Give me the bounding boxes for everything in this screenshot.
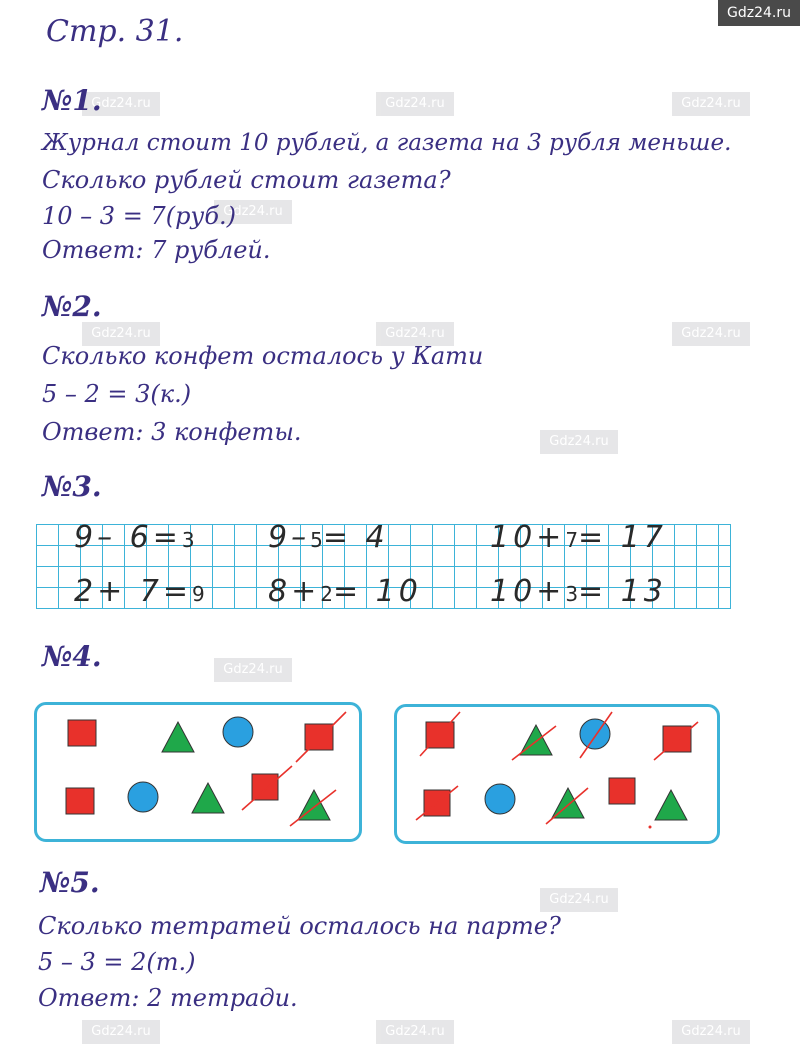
- square-shape: [68, 720, 96, 746]
- task-2-solution: 5 – 2 = 3(к.): [42, 380, 192, 408]
- watermark: Gdz24.ru: [672, 1020, 750, 1044]
- answer: 2: [320, 582, 333, 606]
- expression-text: = 4: [322, 520, 389, 555]
- watermark: Gdz24.ru: [82, 92, 160, 116]
- site-badge[interactable]: Gdz24.ru: [718, 0, 800, 26]
- watermark: Gdz24.ru: [540, 430, 618, 454]
- square-shape: [252, 774, 278, 800]
- watermark: Gdz24.ru: [540, 888, 618, 912]
- task-2-line: Сколько конфет осталось у Кати: [42, 342, 484, 370]
- expression-text: = 13: [578, 574, 667, 609]
- task-1-number: №1.: [42, 84, 102, 117]
- watermark: Gdz24.ru: [672, 322, 750, 346]
- task-2-answer: Ответ: 3 конфеты.: [42, 418, 302, 446]
- square-shape: [305, 724, 333, 750]
- circle-shape: [223, 717, 253, 747]
- answer: 9: [191, 582, 205, 606]
- watermark: Gdz24.ru: [82, 1020, 160, 1044]
- expression-text: 9– 6=: [74, 520, 182, 555]
- task-5-number: №5.: [40, 866, 100, 899]
- task-3-number: №3.: [42, 470, 102, 503]
- expression-text: 2+ 7=: [74, 574, 192, 609]
- task-4-number: №4.: [42, 640, 102, 673]
- watermark: Gdz24.ru: [672, 92, 750, 116]
- task-5-answer: Ответ: 2 тетради.: [38, 984, 298, 1012]
- watermark: Gdz24.ru: [376, 1020, 454, 1044]
- task-1-line: Журнал стоит 10 рублей, а газета на 3 рубля меньше.: [42, 130, 732, 156]
- ink-dot: [649, 826, 652, 829]
- expression-text: = 17: [578, 520, 667, 555]
- answer: 7: [565, 528, 579, 552]
- circle-shape: [128, 782, 158, 812]
- task-5-solution: 5 – 3 = 2(т.): [38, 948, 196, 976]
- answer: 3: [181, 528, 195, 552]
- watermark: Gdz24.ru: [214, 200, 292, 224]
- watermark: Gdz24.ru: [82, 322, 160, 346]
- answer: 3: [565, 582, 579, 606]
- expression-text: = 10: [332, 574, 422, 609]
- circle-shape: [485, 784, 515, 814]
- answer: 5: [310, 528, 323, 552]
- page-title: Стр. 31.: [46, 14, 184, 49]
- circle-shape: [580, 719, 610, 749]
- expression-text: 10+: [490, 574, 566, 609]
- expression-text: 10+: [490, 520, 566, 555]
- task-1-solution: 10 – 3 = 7(руб.): [42, 202, 236, 230]
- triangle-shape: [162, 722, 194, 752]
- expression-text: 9–: [268, 520, 311, 555]
- triangle-shape: [655, 790, 687, 820]
- task-1-line: Сколько рублей стоит газета?: [42, 166, 451, 194]
- watermark: Gdz24.ru: [376, 322, 454, 346]
- triangle-shape: [192, 783, 224, 813]
- task-2-number: №2.: [42, 290, 102, 323]
- watermark: Gdz24.ru: [214, 658, 292, 682]
- square-shape: [66, 788, 94, 814]
- task-5-line: Сколько тетратей осталось на парте?: [38, 912, 561, 940]
- strike-line: [296, 712, 346, 762]
- triangle-shape: [552, 788, 584, 818]
- watermark: Gdz24.ru: [376, 92, 454, 116]
- expression-text: 8+: [268, 574, 321, 609]
- strike-line: [242, 766, 292, 810]
- task-1-answer: Ответ: 7 рублей.: [42, 236, 271, 264]
- square-shape: [609, 778, 635, 804]
